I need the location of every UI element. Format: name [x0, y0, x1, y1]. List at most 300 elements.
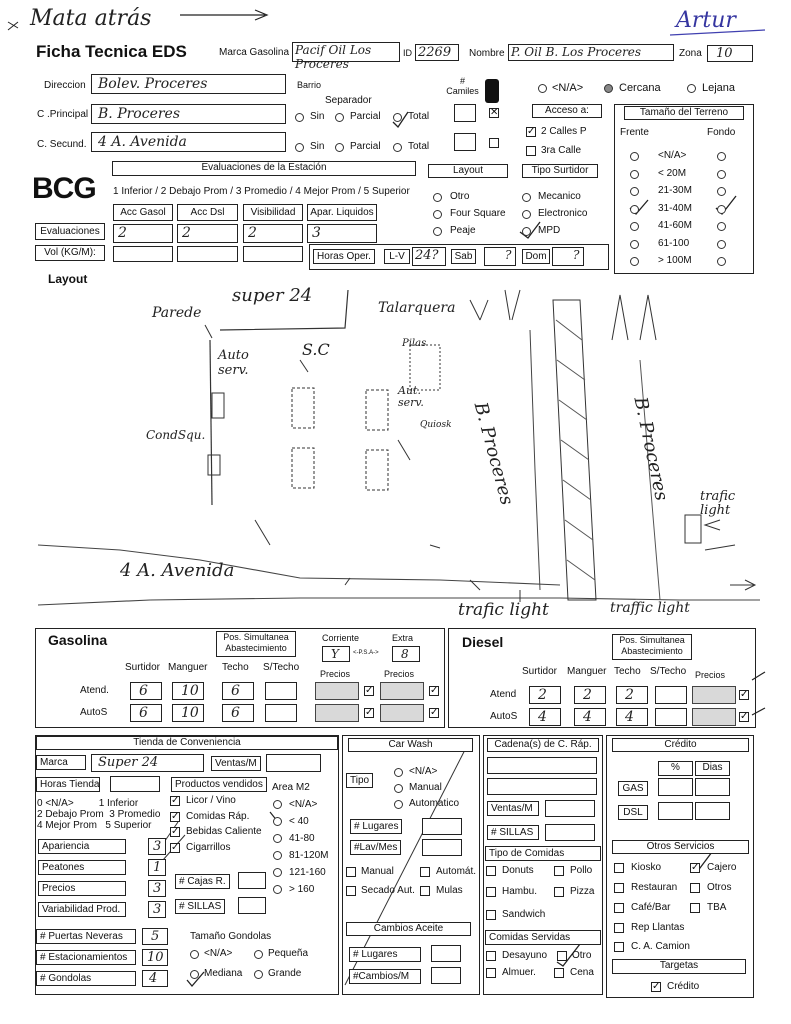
otros-servicios-title: Otros Servicios [612, 840, 749, 854]
otros-check-7[interactable] [614, 942, 624, 952]
tamano-option-2: 21-30M [658, 185, 692, 196]
tienda-ventas-field[interactable] [266, 754, 321, 772]
carwash-na-label: <N/A> [409, 766, 438, 777]
otros-label-5: TBA [707, 902, 727, 913]
comida-hambu-label: Hambu. [502, 886, 538, 897]
servida-cena-check[interactable] [554, 968, 564, 978]
dist-na-radio[interactable] [538, 84, 547, 93]
area-radio-2[interactable] [273, 834, 282, 843]
gasolina-cell-0-1[interactable]: 10 [172, 682, 204, 700]
estac-field[interactable]: 10 [142, 949, 168, 966]
cadena-ventas-field[interactable] [545, 800, 595, 817]
secund-sin-radio[interactable] [295, 143, 304, 152]
servida-almuer-label: Almuer. [502, 967, 536, 978]
tamano-option-6: > 100M [658, 255, 692, 266]
frente-radio-4[interactable] [630, 222, 639, 231]
comida-donuts-label: Donuts [502, 865, 534, 876]
top-note: Mata atrás [30, 6, 152, 31]
vol-field-2[interactable] [177, 246, 238, 262]
secund-total-label: Total [408, 141, 430, 152]
principal-label: C .Principal [37, 109, 89, 120]
gasolina-pos-label: Pos. Simultanea Abastecimiento [216, 631, 296, 657]
surtidor-mecanico-label: Mecanico [538, 191, 581, 202]
diesel-cell-1-0[interactable]: 4 [529, 708, 561, 726]
gasolina-price-1-0[interactable] [315, 704, 359, 722]
vol-field-3[interactable] [243, 246, 303, 262]
zona-field[interactable]: 10 [707, 45, 753, 62]
sab-label: Sab [451, 249, 476, 264]
fondo-label: Fondo [707, 127, 736, 138]
fondo-radio-2[interactable] [717, 187, 726, 196]
diesel-cell-1-1[interactable]: 4 [574, 708, 606, 726]
credito-dias-label: Dias [695, 761, 730, 776]
horas-label: Horas Oper. [313, 249, 375, 264]
rating-field-3[interactable]: 3 [148, 901, 166, 918]
diesel-row-label-1: AutoS [490, 711, 518, 722]
gas-col-surtidor: Surtidor [125, 662, 161, 673]
tamano-gondolas-label: Tamaño Gondolas [190, 931, 272, 942]
targeta-credito-label: Crédito [667, 981, 700, 992]
gas-precios-2: Precios [384, 669, 415, 679]
gasolina-price-0-1[interactable] [380, 682, 424, 700]
comida-pollo-check[interactable] [554, 866, 564, 876]
gondolas-field[interactable]: 4 [142, 970, 168, 987]
tamano-option-3: 31-40M [658, 202, 692, 214]
diesel-price-1-0[interactable] [692, 708, 736, 726]
acceso-3ra-label: 3ra Calle [541, 145, 582, 156]
rating-label-1: Peatones [38, 860, 126, 875]
otros-check-0[interactable] [614, 863, 624, 873]
evaluaciones-row-label: Evaluaciones [35, 223, 105, 240]
comida-hambu-check[interactable] [486, 887, 496, 897]
gasolina-row-label-0: Atend. [80, 685, 109, 696]
surtidor-electronico-radio[interactable] [522, 210, 531, 219]
frente-radio-0[interactable] [630, 152, 639, 161]
surtidor-mpd-label: MPD [538, 225, 561, 236]
credito-gas-pct[interactable] [658, 778, 693, 796]
tipo-comidas-label: Tipo de Comidas [485, 846, 601, 861]
id-label: ID [403, 48, 412, 58]
dsl-col-stecho: S/Techo [650, 666, 687, 677]
otros-check-1[interactable]: ✓ [691, 862, 700, 873]
gas-col-stecho: S/Techo [263, 662, 300, 673]
secund-total-radio[interactable] [393, 143, 402, 152]
gondola-grande-radio[interactable] [254, 970, 263, 979]
otros-check-5[interactable] [690, 903, 700, 913]
carwash-auto-radio[interactable] [394, 800, 403, 809]
otros-label-7: C. A. Camion [631, 941, 690, 952]
rating-label-3: Variabilidad Prod. [38, 902, 126, 917]
estac-label: # Estacionamientos [36, 950, 136, 965]
page-title: Ficha Tecnica EDS [36, 42, 187, 61]
layout-section-label: Layout [48, 272, 88, 286]
barrio-label: Barrio [297, 80, 322, 90]
credito-gas-dias[interactable] [695, 778, 730, 796]
producto-label-0: Licor / Vino [186, 795, 236, 806]
layout-otro-radio[interactable] [433, 193, 442, 202]
principal-sin-radio[interactable] [295, 113, 304, 122]
gasolina-cell-1-3[interactable] [265, 704, 297, 722]
gasolina-cell-0-0[interactable]: 6 [130, 682, 162, 700]
otros-label-3: Otros [707, 882, 732, 893]
producto-check-3[interactable]: ✓ [171, 841, 180, 853]
secund-sin-label: Sin [310, 141, 325, 152]
col-apar-liquidos: Apar. Liquidos [307, 204, 377, 221]
nombre-label: Nombre [469, 48, 505, 59]
dist-na-label: <N/A> [552, 82, 584, 94]
comida-pizza-check[interactable] [554, 887, 564, 897]
dist-cercana-label: Cercana [619, 82, 661, 94]
layout-otro-label: Otro [450, 191, 470, 202]
carwash-opt-secado: Secado Aut. [361, 885, 415, 896]
fondo-radio-6[interactable] [717, 257, 726, 266]
otros-check-2[interactable] [614, 883, 624, 893]
dist-lejana-label: Lejana [702, 82, 736, 94]
tamano-option-4: 41-60M [658, 220, 692, 231]
otros-label-0: Kiosko [631, 862, 662, 873]
diesel-cell-0-2[interactable]: 2 [616, 686, 648, 704]
sketch-super24: super 24 [232, 285, 313, 306]
rating-field-2[interactable]: 3 [148, 880, 166, 897]
credito-dsl-label: DSL [618, 805, 648, 820]
gasolina-cell-1-0[interactable]: 6 [130, 704, 162, 722]
carwash-title: Car Wash [348, 738, 473, 752]
servida-otro-check[interactable] [557, 951, 567, 961]
sketch-sc: S.C [302, 340, 330, 359]
sketch-trafic-2: trafic light [458, 600, 549, 620]
servida-cena-label: Cena [570, 967, 594, 978]
credito-title: Crédito [612, 738, 749, 752]
otros-check-4[interactable] [614, 903, 624, 913]
comida-pizza-label: Pizza [570, 886, 595, 897]
frente-radio-6[interactable] [630, 257, 639, 266]
gondola-mediana-label: Mediana [204, 968, 243, 979]
layout-foursquare-radio[interactable] [433, 210, 442, 219]
targeta-credito-check[interactable]: ✓ [652, 981, 661, 992]
direccion-field[interactable]: Bolev. Proceres [91, 74, 286, 94]
tamano-header: Tamaño del Terreno [624, 106, 744, 120]
servida-otro-label: Otro [572, 950, 592, 961]
secund-field[interactable]: 4 A. Avenida [91, 132, 286, 152]
credito-pct-label: % [658, 761, 693, 776]
rating-label-0: Apariencia [38, 839, 126, 854]
eval-acc-dsl-field[interactable]: 2 [177, 224, 238, 243]
carwash-manual-label: Manual [409, 782, 442, 793]
diesel-cell-0-0[interactable]: 2 [529, 686, 561, 704]
sketch-pilas: Pilas [402, 338, 427, 349]
secund-parcial-label: Parcial [350, 141, 381, 152]
tienda-horas-label: Horas Tienda [36, 777, 100, 792]
camiles-check-1[interactable]: ✕ [490, 107, 499, 118]
acceso-2calles-check[interactable]: ✓ [527, 126, 536, 137]
corriente-field[interactable]: Y [322, 646, 350, 662]
productos-label: Productos vendidos [171, 777, 267, 792]
extra-label: Extra [392, 633, 414, 643]
sab-field[interactable]: ? [484, 247, 516, 266]
gondola-na-label: <N/A> [204, 948, 233, 959]
comida-donuts-check[interactable] [486, 866, 496, 876]
gondola-mediana-radio[interactable] [190, 970, 199, 979]
carwash-lugares-label: # Lugares [350, 819, 402, 834]
layout-foursquare-label: Four Square [450, 208, 506, 219]
credito-dsl-pct[interactable] [658, 802, 693, 820]
area-label-0: <N/A> [289, 799, 318, 810]
lv-label: L-V [384, 249, 410, 264]
gasolina-title: Gasolina [48, 632, 108, 648]
cambios-lugares-field[interactable] [431, 945, 461, 962]
eval-visibilidad-field[interactable]: 2 [243, 224, 303, 243]
tienda-sillas-field[interactable] [238, 897, 266, 914]
carwash-manual-check[interactable] [346, 867, 356, 877]
top-right-note: Artur [676, 8, 736, 33]
rating-field-1[interactable]: 1 [148, 859, 166, 876]
camiles-label: # Camiles [446, 76, 479, 96]
gas-precios-1: Precios [320, 669, 351, 679]
producto-label-1: Comidas Ráp. [186, 810, 250, 822]
id-field[interactable]: 2269 [415, 44, 459, 61]
producto-check-2[interactable]: ✓ [171, 826, 180, 837]
area-radio-4[interactable] [273, 868, 282, 877]
principal-parcial-label: Parcial [350, 111, 381, 122]
fondo-radio-1[interactable] [717, 170, 726, 179]
layout-peaje-label: Peaje [450, 225, 476, 236]
tienda-horas-field[interactable] [110, 776, 160, 792]
col-acc-dsl: Acc Dsl [177, 204, 238, 221]
sketch-quiosk: Quiosk [420, 420, 452, 430]
gasolina-price-0-0[interactable] [315, 682, 359, 700]
carwash-auto-label: Automatico [409, 798, 460, 809]
surtidor-mecanico-radio[interactable] [522, 193, 531, 202]
diesel-pos-label: Pos. Simultanea Abastecimiento [612, 634, 692, 660]
dsl-col-surtidor: Surtidor [522, 666, 558, 677]
surtidor-electronico-label: Electronico [538, 208, 588, 219]
gasolina-cell-1-2[interactable]: 6 [222, 704, 254, 722]
marca-field[interactable]: Pacif Oil Los Proceres [292, 42, 400, 62]
tienda-sillas-label: # SILLAS [175, 899, 225, 914]
area-label-3: 81-120M [289, 850, 329, 861]
puertas-label: # Puertas Neveras [36, 929, 136, 944]
carwash-lugares-field[interactable] [422, 818, 462, 835]
cadena-sillas-label: # SILLAS [487, 825, 539, 840]
carwash-secado-check[interactable] [346, 886, 356, 896]
psa-label: <-P.S.A-> [353, 650, 379, 656]
credito-gas-label: GAS [618, 781, 648, 796]
cambios-mes-field[interactable] [431, 967, 461, 984]
gasolina-cell-1-1[interactable]: 10 [172, 704, 204, 722]
cadena-field-1[interactable] [487, 757, 597, 774]
cajas-field[interactable] [238, 872, 266, 889]
gas-col-techo: Techo [222, 662, 249, 673]
traffic-light-icon [485, 79, 499, 103]
carwash-mulas-check[interactable] [420, 886, 430, 896]
gondola-grande-label: Grande [268, 968, 302, 979]
vol-field-1[interactable] [113, 246, 173, 262]
puertas-field[interactable]: 5 [142, 928, 168, 945]
extra-field[interactable]: 8 [392, 646, 420, 662]
carwash-lavmes-label: #Lav/Mes [350, 840, 401, 855]
fondo-radio-5[interactable] [717, 240, 726, 249]
servida-almuer-check[interactable] [486, 968, 496, 978]
sketch-autoserv: Auto serv. [218, 348, 249, 378]
diesel-price-check-0-0[interactable]: ✓ [740, 689, 749, 700]
gasolina-price-check-1-0[interactable]: ✓ [365, 707, 374, 718]
cadena-sillas-field[interactable] [545, 824, 595, 841]
servida-desayuno-label: Desayuno [502, 950, 548, 961]
comidas-servidas-label: Comidas Servidas [485, 930, 601, 945]
otros-label-2: Restauran [631, 882, 678, 893]
surtidor-header: Tipo Surtidor [522, 164, 598, 178]
tienda-scale: 0 <N/A> 1 Inferior 2 Debajo Prom 3 Promedio 4 Mejor Prom 5 Superior [37, 798, 161, 831]
area-radio-3[interactable] [273, 851, 282, 860]
gasolina-cell-0-3[interactable] [265, 682, 297, 700]
marca-label: Marca Gasolina [219, 47, 290, 58]
fondo-radio-4[interactable] [717, 222, 726, 231]
corriente-label: Corriente [322, 633, 360, 643]
direccion-label: Direccion [44, 80, 86, 91]
surtidor-mpd-radio[interactable] [522, 227, 531, 236]
sketch-trafic-1: trafic light [700, 489, 736, 518]
principal-field[interactable]: B. Proceres [91, 104, 286, 124]
acceso-3ra-check[interactable] [526, 146, 536, 156]
diesel-cell-0-3[interactable] [655, 686, 687, 704]
gasolina-row-label-1: AutoS [80, 707, 108, 718]
camiles-box-2[interactable] [454, 133, 476, 151]
eval-apar-field[interactable]: 3 [307, 224, 377, 243]
diesel-cell-1-2[interactable]: 4 [616, 708, 648, 726]
cadena-field-2[interactable] [487, 778, 597, 795]
tienda-marca-field[interactable]: Super 24 [91, 754, 204, 772]
dom-field[interactable]: ? [552, 247, 584, 266]
zona-label: Zona [679, 48, 702, 59]
gasolina-price-check-1-1[interactable]: ✓ [430, 707, 439, 718]
area-label-4: 121-160 [289, 867, 326, 878]
gasolina-price-check-0-1[interactable]: ✓ [430, 685, 439, 696]
producto-check-0[interactable]: ✓ [171, 795, 180, 806]
otros-label-6: Rep Llantas [631, 922, 685, 933]
gasolina-price-check-0-0[interactable]: ✓ [365, 685, 374, 696]
carwash-opt-manual: Manual [361, 866, 394, 877]
evaluaciones-header: Evaluaciones de la Estación [112, 161, 416, 176]
principal-sin-label: Sin [310, 111, 325, 122]
rating-label-2: Precios [38, 881, 126, 896]
diesel-price-0-0[interactable] [692, 686, 736, 704]
camiles-check-2[interactable] [489, 138, 499, 148]
gondolas-label: # Gondolas [36, 971, 136, 986]
secund-parcial-radio[interactable] [335, 143, 344, 152]
layout-type-header: Layout [428, 164, 508, 178]
sketch-trafic-3: traffic light [610, 600, 690, 616]
dist-lejana-radio[interactable] [687, 84, 696, 93]
servida-desayuno-check[interactable] [486, 951, 496, 961]
comida-sandwich-label: Sandwich [502, 909, 546, 920]
acceso-header: Acceso a: [532, 104, 602, 118]
diesel-row-label-0: Atend [490, 689, 517, 700]
gasolina-price-1-1[interactable] [380, 704, 424, 722]
carwash-automat-check[interactable] [420, 867, 430, 877]
sketch-talarquera: Talarquera [378, 300, 456, 316]
frente-radio-3[interactable] [630, 205, 639, 214]
vol-label: Vol (KG/M): [35, 245, 105, 261]
diesel-cell-0-1[interactable]: 2 [574, 686, 606, 704]
gas-col-manguer: Manguer [168, 662, 208, 673]
area-radio-1[interactable] [273, 817, 282, 826]
diesel-title: Diesel [462, 634, 504, 650]
area-label-1: < 40 [289, 816, 309, 827]
gondola-na-radio[interactable] [190, 950, 199, 959]
area-label-2: 41-80 [289, 833, 315, 844]
principal-total-label: Total [408, 111, 430, 122]
carwash-manual-radio[interactable] [394, 784, 403, 793]
tamano-option-1: < 20M [658, 167, 687, 179]
credito-dsl-dias[interactable] [695, 802, 730, 820]
acceso-2calles-label: 2 Calles P [541, 126, 587, 137]
nombre-field[interactable]: P. Oil B. Los Proceres [508, 44, 674, 61]
dom-label: Dom [522, 249, 550, 264]
camiles-box-1[interactable] [454, 104, 476, 122]
rating-field-0[interactable]: 3 [148, 838, 166, 855]
lv-field[interactable]: 24? [412, 247, 446, 266]
area-radio-0[interactable] [273, 800, 282, 809]
evaluaciones-scale: 1 Inferior / 2 Debajo Prom / 3 Promedio / 4 Mejor Prom / 5 Superior [113, 186, 410, 197]
comida-sandwich-check[interactable] [486, 910, 496, 920]
area-label: Area M2 [272, 782, 310, 793]
gasolina-cell-0-2[interactable]: 6 [222, 682, 254, 700]
producto-check-1[interactable]: ✓ [171, 810, 180, 822]
dist-cercana-radio[interactable] [604, 84, 613, 93]
frente-label: Frente [620, 127, 649, 138]
otros-check-6[interactable] [614, 923, 624, 933]
diesel-price-check-1-0[interactable]: ✓ [740, 711, 749, 722]
carwash-opt-automat: Automát. [436, 866, 477, 877]
secund-label: C. Secund. [37, 139, 87, 150]
gondola-pequena-radio[interactable] [254, 950, 263, 959]
sketch-parede: Parede [152, 305, 202, 321]
producto-label-2: Bebidas Caliente [186, 826, 262, 837]
area-label-5: > 160 [289, 884, 315, 895]
dsl-precios: Precios [695, 670, 726, 680]
otros-check-3[interactable] [690, 883, 700, 893]
cambios-title: Cambios Aceite [346, 922, 471, 936]
principal-parcial-radio[interactable] [335, 113, 344, 122]
otros-label-1: Cajero [707, 862, 737, 873]
fondo-radio-0[interactable] [717, 152, 726, 161]
bcg-logo: BCG [32, 172, 96, 205]
cambios-lugares-label: # Lugares [349, 947, 421, 962]
carwash-opt-mulas: Mulas [436, 885, 463, 896]
layout-peaje-radio[interactable] [433, 227, 442, 236]
tamano-option-5: 61-100 [658, 237, 690, 249]
sketch-condsqu: CondSqu. [146, 428, 206, 442]
col-visibilidad: Visibilidad [243, 204, 303, 221]
area-radio-5[interactable] [273, 885, 282, 894]
sketch-bproceres-2: B. Proceres [629, 395, 672, 503]
fondo-radio-3[interactable] [717, 205, 726, 214]
frente-radio-1[interactable] [630, 170, 639, 179]
diesel-cell-1-3[interactable] [655, 708, 687, 726]
eval-acc-gasol-field[interactable]: 2 [113, 224, 173, 243]
frente-radio-5[interactable] [630, 240, 639, 249]
gondola-pequena-label: Pequeña [268, 948, 309, 959]
principal-total-radio[interactable] [393, 113, 402, 122]
sketch-bproceres-1: B. Proceres [469, 400, 518, 508]
cadena-ventas-label: Ventas/M [487, 801, 539, 816]
carwash-na-radio[interactable] [394, 768, 403, 777]
frente-radio-2[interactable] [630, 187, 639, 196]
cadena-title: Cadena(s) de C. Ráp. [487, 738, 599, 752]
sketch-4aavenida: 4 A. Avenida [120, 560, 235, 581]
tienda-marca-label: Marca [36, 755, 86, 770]
carwash-lavmes-field[interactable] [422, 839, 462, 856]
